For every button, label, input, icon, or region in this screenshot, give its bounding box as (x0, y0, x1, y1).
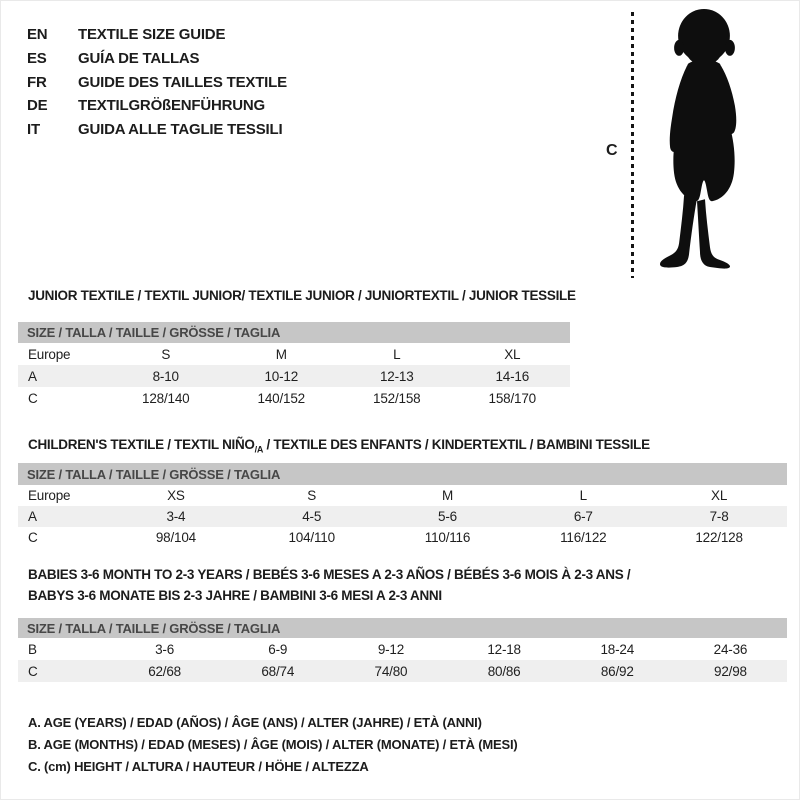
language-code: ES (27, 50, 47, 68)
babies-title-line2: BABYS 3-6 MONATE BIS 2-3 JAHRE / BAMBINI 3-6 MESI A 2-3 ANNI (28, 588, 442, 603)
table-row (18, 387, 570, 409)
table-cell: M (275, 346, 287, 362)
language-title: GUIDE DES TAILLES TEXTILE (78, 73, 287, 91)
height-measure-label: C (606, 142, 618, 159)
table-row (18, 485, 787, 506)
language-row (27, 70, 287, 94)
table-cell: XS (167, 488, 185, 503)
table-cell: XL (711, 488, 728, 503)
language-code: FR (27, 73, 47, 91)
table-cell: 9-12 (377, 641, 405, 657)
children-title-post: / TEXTILE DES ENFANTS / KINDERTEXTIL / BAMBINI TESSILE (263, 437, 650, 452)
table-cell: 68/74 (261, 663, 295, 679)
table-cell: 3-6 (155, 641, 175, 657)
table-cell: 116/122 (560, 530, 607, 545)
table-cell: 104/110 (288, 530, 335, 545)
children-title-pre: CHILDREN'S TEXTILE / TEXTIL NIÑO (28, 437, 255, 452)
table-cell: 92/98 (714, 663, 747, 679)
children-section-title (28, 437, 650, 455)
language-code: DE (27, 97, 48, 115)
language-row (27, 47, 287, 71)
children-size-table (18, 463, 787, 548)
table-cell: 86/92 (600, 663, 634, 679)
row-label: Europe (28, 346, 71, 362)
table-cell: L (393, 346, 401, 362)
language-title: GUIDA ALLE TAGLIE TESSILI (78, 121, 283, 139)
junior-section-title: JUNIOR TEXTILE / TEXTIL JUNIOR/ TEXTILE JUNIOR / JUNIORTEXTIL / JUNIOR TESSILE (28, 288, 576, 303)
junior-size-table (18, 322, 570, 409)
language-row (27, 118, 287, 142)
language-code: IT (27, 121, 40, 139)
table-cell: 12-13 (379, 368, 414, 384)
row-label: A (28, 368, 37, 384)
table-row (18, 527, 787, 548)
language-row (27, 94, 287, 118)
row-label: C (28, 663, 38, 679)
table-cell: 98/104 (155, 530, 196, 545)
table-cell: 122/128 (695, 530, 743, 545)
table-row (18, 638, 787, 660)
table-cell: 6-7 (573, 509, 593, 524)
table-cell: 80/86 (487, 663, 521, 679)
table-cell: 10-12 (264, 368, 299, 384)
table-cell: 3-4 (166, 509, 186, 524)
babies-size-table (18, 618, 787, 682)
table-cell: 128/140 (142, 390, 190, 406)
height-dotted-line (631, 12, 634, 278)
row-label: C (28, 390, 38, 406)
table-cell: 18-24 (600, 641, 635, 657)
table-row (18, 660, 787, 682)
row-label: A (28, 509, 37, 524)
table-cell: 152/158 (373, 390, 421, 406)
language-row (27, 23, 287, 47)
row-label: C (28, 530, 38, 545)
table-cell: 24-36 (713, 641, 748, 657)
footnote-c: C. (cm) HEIGHT / ALTURA / HAUTEUR / HÖHE / ALTEZZA (28, 759, 369, 774)
row-label: Europe (28, 488, 71, 503)
table-cell: S (307, 488, 317, 503)
table-cell: 8-10 (152, 368, 179, 384)
table-cell: 62/68 (148, 663, 181, 679)
table-cell: S (161, 346, 171, 362)
table-row (18, 343, 570, 365)
language-code: EN (27, 26, 48, 44)
table-cell: 14-16 (495, 368, 530, 384)
toddler-silhouette (643, 6, 763, 270)
table-cell: XL (504, 346, 521, 362)
table-cell: L (579, 488, 587, 503)
row-label: B (28, 641, 37, 657)
toddler-silhouette-shape (660, 9, 736, 269)
table-cell: 110/116 (424, 530, 471, 545)
table-cell: M (441, 488, 454, 503)
babies-title-line1: BABIES 3-6 MONTH TO 2-3 YEARS / BEBÉS 3-6 MESES A 2-3 AÑOS / BÉBÉS 3-6 MOIS À 2-3 ANS / (28, 567, 631, 582)
language-title: TEXTILE SIZE GUIDE (78, 26, 226, 44)
footnote-b: B. AGE (MONTHS) / EDAD (MESES) / ÂGE (MOIS) / ALTER (MONATE) / ETÀ (MESI) (28, 737, 518, 752)
table-row (18, 506, 787, 527)
table-cell: 6-9 (268, 641, 288, 657)
babies-section-title (28, 564, 630, 606)
language-title: TEXTILGRÖßENFÜHRUNG (78, 97, 266, 115)
size-bar: SIZE / TALLA / TAILLE / GRÖSSE / TAGLIA (18, 618, 787, 638)
language-title: GUÍA DE TALLAS (78, 50, 200, 68)
footnote-a: A. AGE (YEARS) / EDAD (AÑOS) / ÂGE (ANS) / ALTER (JAHRE) / ETÀ (ANNI) (28, 715, 482, 730)
table-cell: 12-18 (487, 641, 521, 657)
table-cell: 74/80 (374, 663, 408, 679)
footnotes (28, 712, 518, 778)
table-cell: 5-6 (438, 509, 457, 524)
size-bar: SIZE / TALLA / TAILLE / GRÖSSE / TAGLIA (18, 463, 787, 485)
table-cell: 140/152 (257, 390, 305, 406)
table-cell: 158/170 (488, 390, 536, 406)
children-title-sub: /A (254, 444, 264, 455)
language-header (27, 23, 287, 141)
table-cell: 4-5 (302, 509, 322, 524)
size-bar: SIZE / TALLA / TAILLE / GRÖSSE / TAGLIA (18, 322, 570, 343)
table-cell: 7-8 (709, 509, 729, 524)
table-row (18, 365, 570, 387)
